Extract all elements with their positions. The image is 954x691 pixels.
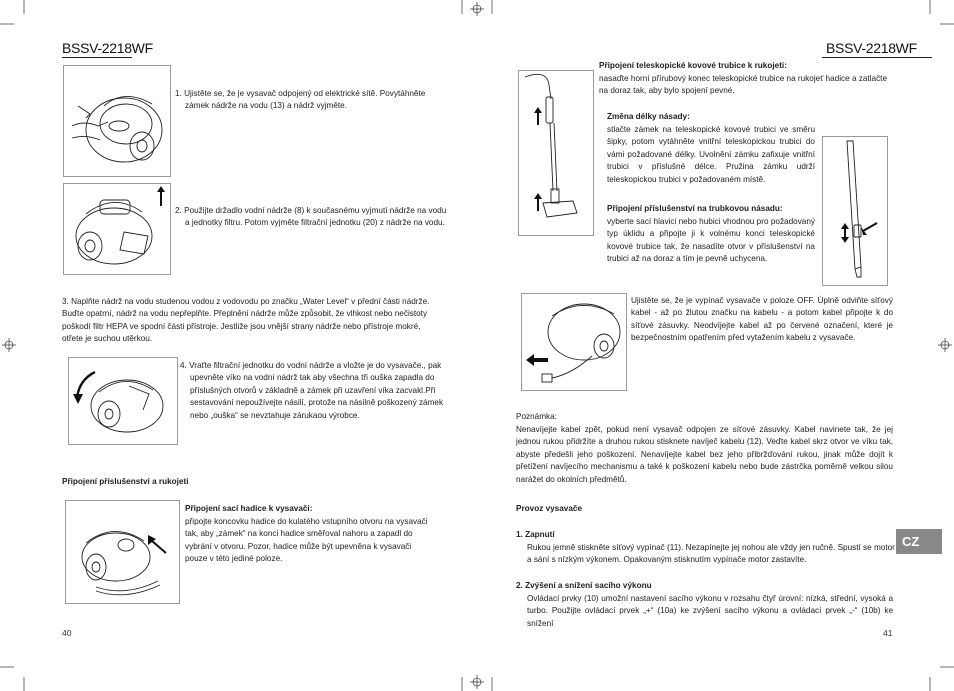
length-heading: Změna délky násady:: [607, 112, 690, 121]
sub1-text: Rukou jemně stiskněte síťový vypínač (11). Nezapínejte jej nohou ale vždy jen ručně. Spustí se motor a sání s nízkým výkonem. Opakovaným stisknutím vypínače motor zastavíte.: [527, 543, 895, 565]
figure-filter-insert: [68, 357, 178, 445]
figure-tube-lock: [822, 136, 888, 286]
right-page-number: 41: [883, 628, 893, 638]
hose-text: připojte koncovku hadice do kulatého vstupního otvoru na vysavači tak, aby „zámek“ na konci hadice směřoval nahoru a zapadl do vybrání v otvoru. Pozor, hadice může být upevněna k vysavači pouze v této jediné poloze.: [185, 517, 428, 564]
water-tank-handle-illustration: [64, 184, 170, 274]
right-model-header: BSSV-2218WF: [826, 40, 917, 56]
sub2-heading: 2. Zvýšení a snížení sacího výkonu: [516, 581, 652, 590]
tube-text: nasaďte horní přírubový konec teleskopické trubice na rukojeť hadice a zatlačte na doraz tak, aby bylo spojení pevné.: [599, 74, 888, 96]
step-4-text: 4. Vraťte filtrační jednotku do vodní nádrže a vložte je do vysavače., pak upevněte víko na vodní nádrž tak aby všechna tři ouška zapadla do příslušných otvorů v základně a zámek při uzavření víka zacvakl.Při sestavování nepoužívejte násilí, protože na násilně poškozený zámek nebo „ouška“ se nevztahuje zárukaou výrobce.: [180, 361, 444, 420]
attach-text: vyberte sací hlavici nebo hubici vhodnou pro požadovaný typ úklidu a připojte ji k volnému konci teleskopické kovové trubice tak, že nasadíte otvor v příslušenství na trubici až na doraz a tím je pevně uchycena.: [607, 217, 815, 264]
language-tab: CZ: [896, 529, 942, 554]
left-header-rule: [62, 57, 132, 58]
hose-connection-illustration: [66, 501, 179, 603]
figure-hose-connect: [65, 500, 180, 604]
left-page-number: 40: [62, 628, 72, 638]
figure-telescopic-tube: [518, 70, 594, 236]
figure-tank-lock: [63, 65, 171, 177]
tube-heading: Připojení teleskopické kovové trubice k rukojeti:: [599, 61, 787, 70]
accessories-heading: Připojení příslušenství a rukojeti: [62, 477, 189, 486]
hose-heading: Připojení sací hadice k vysavači:: [185, 504, 313, 513]
length-text: stlačte zámek na teleskopické kovové trubici ve směru šipky, potom vytáhněte vnitřní teleskopickou trubici do vámi požadované délky. Uvolnění zámku zafixuje vnitřní trubici v příslušné délce. Pružina zámku udrží teleskopickou trubici v požadovaném místě.: [607, 125, 815, 184]
right-header-rule: [822, 57, 932, 58]
figure-tank-handle: [63, 183, 171, 275]
cable-text: Ujistěte se, že je vypínač vysavače v poloze OFF. Úplně odviňte síťový kabel - až po žlutou značku na kabelu - a potom kabel připojte k do síťové zásuvky. Neodvíjejte kabel až po červené označení, které je bezpečnostním opatřením před vytažením kabelu z vysavače.: [631, 296, 893, 343]
sub2-text: Ovládací prvky (10) umožní nastavení sacího výkonu v rozsahu čtyř úrovní: nízká, střední, vysoká a turbo. Použijte ovládací prvek „+“ (10a) ke zvýšení sacího výkonu a ovládací prvek „-“ (10b) ke snížení: [527, 594, 893, 628]
filter-unit-insert-illustration: [69, 358, 177, 444]
attach-heading: Připojení příslušenství na trubkovou násadu:: [607, 204, 783, 213]
step-2-text: 2. Použijte držadlo vodní nádrže (8) k současnému vyjmutí nádrže na vodu a jednotky filtru. Potom vyjměte filtrační jednotku (20) z nádrže na vodu.: [175, 206, 447, 228]
step-1-text: 1. Ujistěte se, že je vysavač odpojený od elektrické sítě. Povytáhněte zámek nádrže na vodu (13) a nádrž vyjměte.: [175, 89, 426, 111]
figure-power-cable: [521, 293, 627, 391]
note-text: Nenavíjejte kabel zpět, pokud není vysavač odpojen ze síťové zásuvky. Kabel navinete tak, že jej jednou rukou přidržíte a druhou rukou stisknete navíječ kabelu (12). Veďte kabel skrz otvor ve víku tak, abyste předešli jeho poškození. Nenavíjejte kabel bez jeho přibržďování rukou, jinak může dojít k přetížení navíjecího mechanismu a také k poškození kabelu nebo bude zástrčka poměrně velkou silou narážet do okolních předmětů.: [516, 425, 893, 484]
power-cable-illustration: [522, 294, 626, 390]
tube-lock-illustration: [823, 137, 887, 285]
telescopic-tube-illustration: [519, 71, 593, 235]
step-3-text: 3. Naplňte nádrž na vodu studenou vodou z vodovodu po značku „Water Level“ v přední části nádrže. Buďte opatrní, nádrž na vodu nepřeplňte. Přeplnění nádrže může způsobit, že vlhkost nebo nečistoty poškodí filtr HEPA ve spodní části přístroje. Jestliže jsou vnější strany nádrže nebo přístroje mokré, otřete je suchou utěrkou.: [62, 297, 430, 344]
operation-heading: Provoz vysavače: [516, 504, 582, 513]
vacuum-tank-lock-illustration: [64, 66, 170, 176]
sub1-heading: 1. Zapnutí: [516, 530, 555, 539]
left-model-header: BSSV-2218WF: [62, 40, 153, 56]
note-label: Poznámka:: [516, 412, 557, 421]
